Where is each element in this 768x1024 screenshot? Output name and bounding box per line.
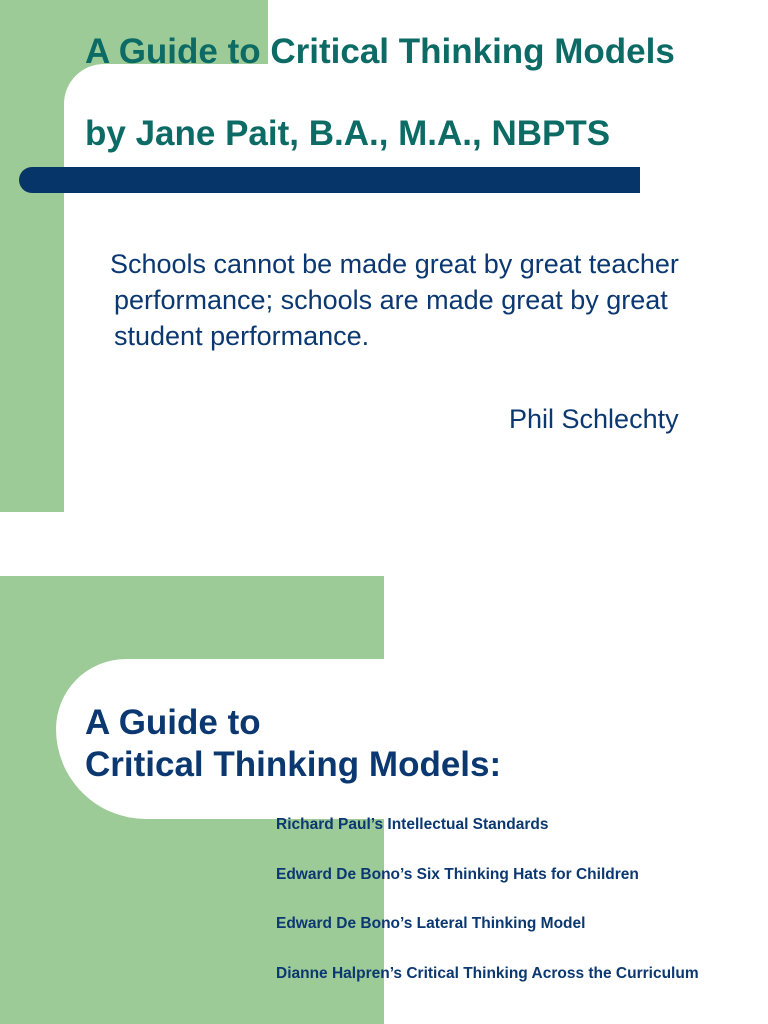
list-item: Dianne Halpren’s Critical Thinking Across the Curriculum bbox=[276, 964, 699, 982]
quote-line: Schools cannot be made great by great teacher bbox=[110, 249, 679, 279]
quote-author: Phil Schlechty bbox=[509, 404, 679, 434]
author-byline: by Jane Pait, B.A., M.A., NBPTS bbox=[85, 114, 611, 153]
quote bbox=[110, 246, 750, 354]
title-line: Critical Thinking Models: bbox=[85, 745, 502, 784]
list-item: Edward De Bono’s Six Thinking Hats for Children bbox=[276, 865, 639, 883]
navy-divider-bar bbox=[19, 167, 640, 193]
slide-2 bbox=[0, 512, 768, 1024]
list-item: Richard Paul’s Intellectual Standards bbox=[276, 816, 549, 833]
models-list bbox=[276, 813, 699, 1011]
slide-title bbox=[85, 702, 501, 786]
list-item: Edward De Bono’s Lateral Thinking Model bbox=[276, 915, 586, 932]
quote-line: performance; schools are made great by great bbox=[114, 285, 668, 315]
slide-title: A Guide to Critical Thinking Models bbox=[85, 32, 675, 71]
title-line: A Guide to bbox=[85, 703, 261, 742]
quote-line: student performance. bbox=[114, 321, 370, 351]
